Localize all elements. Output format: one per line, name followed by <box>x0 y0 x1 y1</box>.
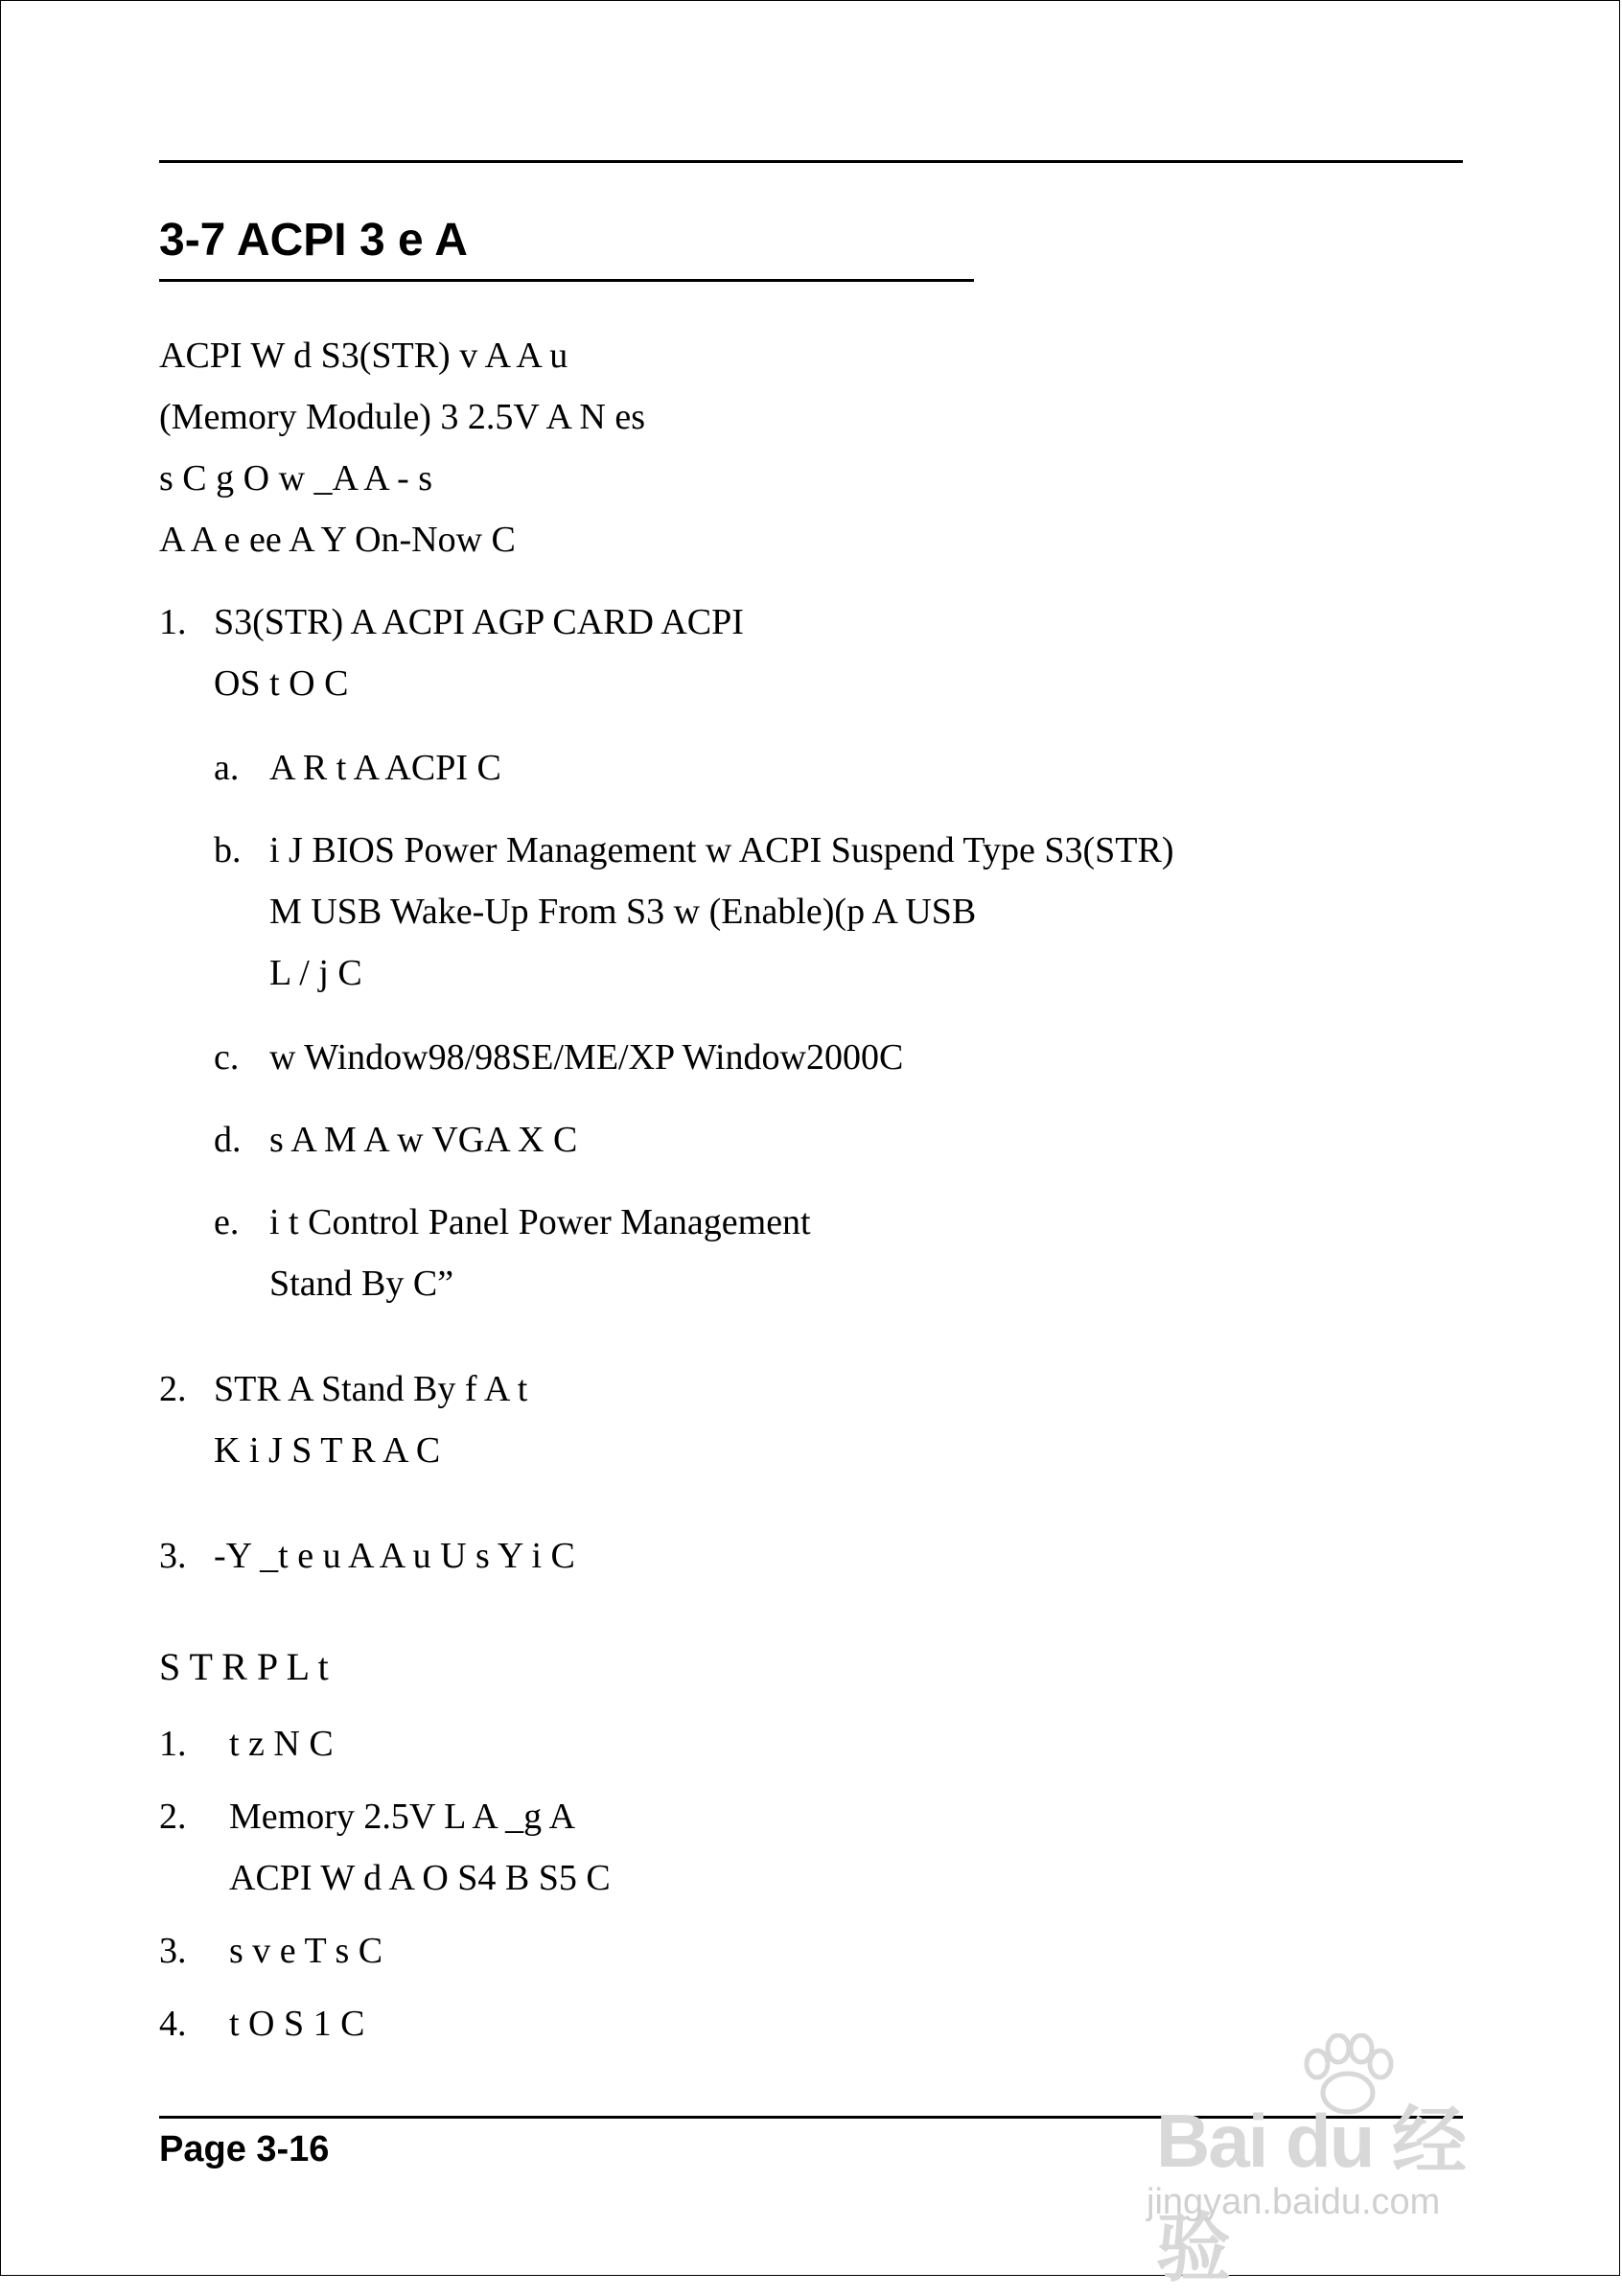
str-item-4-number: 4. <box>159 2004 187 2044</box>
str-item-1-line-1: t z N C <box>229 1724 334 1764</box>
subitem-c-label: c. <box>214 1037 240 1078</box>
section-title: 3-7 ACPI 3 e A <box>159 215 468 266</box>
subitem-a-label: a. <box>214 748 240 788</box>
subitem-e-line-1: i t Control Panel Power Management <box>269 1202 811 1242</box>
str-item-2-line-2: ACPI W d A O S4 B S5 C <box>229 1858 611 1898</box>
subitem-e-line-2: Stand By C” <box>269 1264 454 1304</box>
subitem-b-line-2: M USB Wake-Up From S3 w (Enable)(p A USB <box>269 892 977 932</box>
str-item-3-number: 3. <box>159 1931 187 1971</box>
intro-line-2: (Memory Module) 3 2.5V A N es <box>159 397 645 437</box>
str-item-4-line-1: t O S 1 C <box>229 2004 365 2044</box>
watermark-url: jingyan.baidu.com <box>1147 2182 1441 2222</box>
subitem-b-line-1: i J BIOS Power Management w ACPI Suspend Type S3(STR) <box>269 830 1174 870</box>
str-item-2-number: 2. <box>159 1797 187 1837</box>
subitem-b-label: b. <box>214 830 242 870</box>
watermark-logo-text: Bai du 经验 <box>1156 2099 1466 2290</box>
str-item-3-line-1: s v e T s C <box>229 1931 383 1971</box>
str-section-heading: S T R P L t <box>159 1645 329 1688</box>
item-3-line-1: -Y _t e u A A u U s Y i C <box>214 1536 575 1576</box>
page-number: Page 3-16 <box>159 2129 330 2169</box>
intro-line-3: s C g O w _A A - s <box>159 458 433 499</box>
intro-line-4: A A e ee A Y On-Now C <box>159 520 516 560</box>
str-item-2-line-1: Memory 2.5V L A _g A <box>229 1797 576 1837</box>
subitem-c-line-1: w Window98/98SE/ME/XP Window2000C <box>269 1037 904 1078</box>
str-item-1-number: 1. <box>159 1724 187 1764</box>
item-3-number: 3. <box>159 1536 187 1576</box>
title-underline <box>159 279 974 282</box>
item-2-line-1: STR A Stand By f A t <box>214 1369 528 1409</box>
item-1-number: 1. <box>159 602 187 642</box>
subitem-b-line-3: L / j C <box>269 953 362 993</box>
item-1-line-2: OS t O C <box>214 663 349 704</box>
subitem-e-label: e. <box>214 1202 240 1242</box>
subitem-a-line-1: A R t A ACPI C <box>269 748 501 788</box>
baidu-watermark <box>1147 2033 1530 2290</box>
item-2-number: 2. <box>159 1369 187 1409</box>
item-1-line-1: S3(STR) A ACPI AGP CARD ACPI <box>214 602 744 642</box>
intro-line-1: ACPI W d S3(STR) v A A u <box>159 336 568 376</box>
top-rule <box>159 160 1463 163</box>
subitem-d-line-1: s A M A w VGA X C <box>269 1120 578 1160</box>
item-2-line-2: K i J S T R A C <box>214 1430 441 1471</box>
subitem-d-label: d. <box>214 1120 242 1160</box>
